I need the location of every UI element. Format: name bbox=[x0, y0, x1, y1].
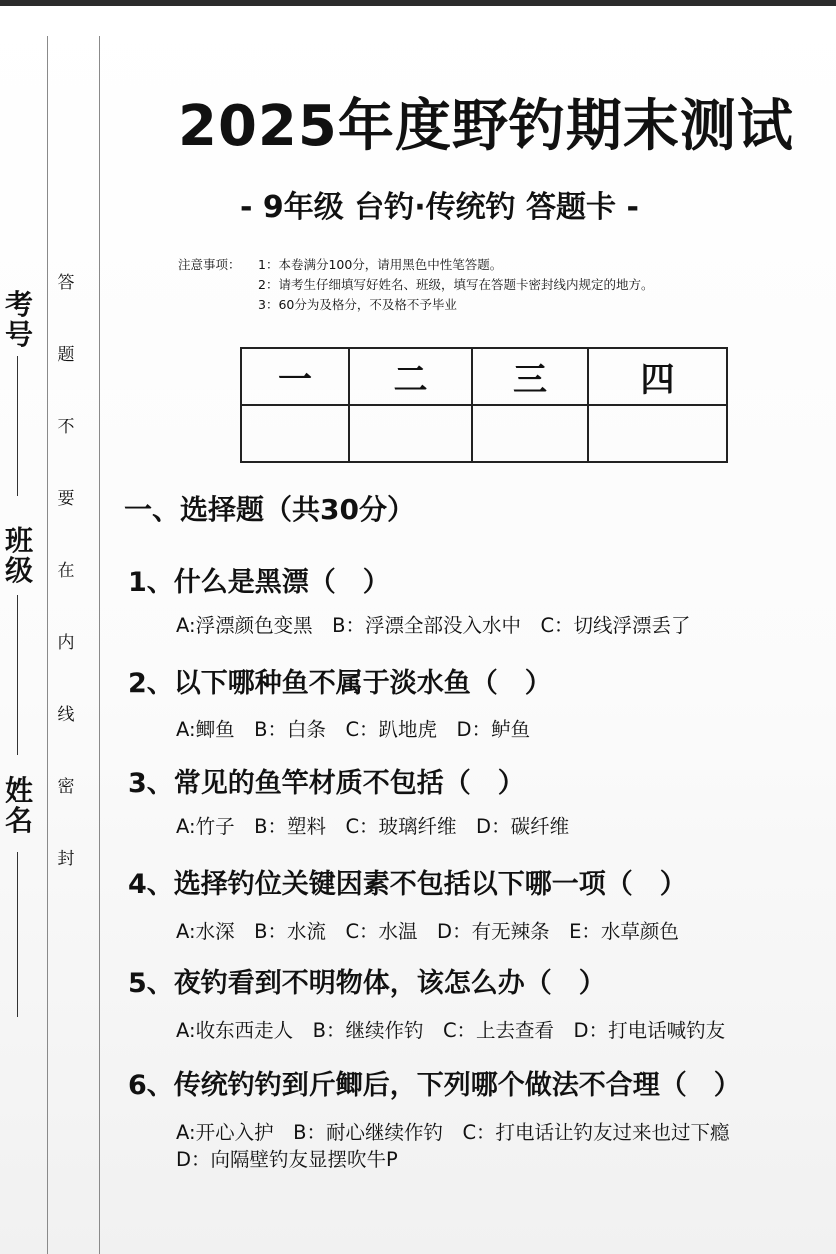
score-header: 三 bbox=[472, 348, 588, 405]
seal-char: 题 bbox=[57, 345, 75, 365]
seal-char: 答 bbox=[57, 273, 75, 293]
question-3-options: A:竹子 B：塑料 C：玻璃纤维 D：碳纤维 bbox=[176, 815, 570, 838]
score-header: 二 bbox=[349, 348, 472, 405]
question-2-options: A:鲫鱼 B：白条 C：趴地虎 D：鲈鱼 bbox=[176, 718, 531, 741]
top-edge-bar bbox=[0, 0, 836, 6]
field-exam-number-label: 考号 bbox=[4, 288, 33, 351]
score-table bbox=[240, 347, 728, 463]
note-line: 2：请考生仔细填写好姓名、班级，填写在答题卡密封线内规定的地方。 bbox=[258, 277, 654, 292]
question-4-options: A:水深 B：水流 C：水温 D：有无辣条 E：水草颜色 bbox=[176, 920, 679, 943]
notes-label: 注意事项： bbox=[178, 257, 241, 272]
seal-char: 线 bbox=[57, 705, 75, 725]
note-line: 3：60分为及格分，不及格不予毕业 bbox=[258, 297, 457, 312]
question-1: 1、什么是黑漂（ ） bbox=[128, 567, 390, 598]
seal-char: 在 bbox=[57, 561, 75, 581]
seal-char: 内 bbox=[57, 633, 75, 653]
question-5: 5、夜钓看到不明物体，该怎么办（ ） bbox=[128, 968, 606, 999]
question-3: 3、常见的鱼竿材质不包括（ ） bbox=[128, 768, 525, 799]
score-cell[interactable] bbox=[472, 405, 588, 462]
seal-char: 封 bbox=[57, 849, 75, 869]
seal-line-left bbox=[47, 36, 48, 1254]
section-title: 一、选择题（共30分） bbox=[124, 493, 415, 526]
field-class-line bbox=[17, 595, 18, 755]
score-header: 四 bbox=[588, 348, 727, 405]
page-subtitle: - 9年级 台钓·传统钓 答题卡 - bbox=[240, 190, 639, 225]
seal-char: 要 bbox=[57, 489, 75, 509]
field-name-label: 姓名 bbox=[4, 774, 33, 837]
seal-char: 不 bbox=[57, 417, 75, 437]
seal-line-right bbox=[99, 36, 100, 1254]
page-title: 2025年度野钓期末测试 bbox=[178, 94, 794, 159]
question-2: 2、以下哪种鱼不属于淡水鱼（ ） bbox=[128, 668, 552, 699]
field-name-line bbox=[17, 852, 18, 1017]
note-line: 1：本卷满分100分，请用黑色中性笔答题。 bbox=[258, 257, 503, 272]
score-cell[interactable] bbox=[349, 405, 472, 462]
score-cell[interactable] bbox=[588, 405, 727, 462]
seal-char: 密 bbox=[57, 777, 75, 797]
field-class-label: 班级 bbox=[4, 524, 33, 587]
question-1-options: A:浮漂颜色变黑 B：浮漂全部没入水中 C：切线浮漂丢了 bbox=[176, 614, 691, 637]
question-5-options: A:收东西走人 B：继续作钓 C：上去查看 D：打电话喊钓友 bbox=[176, 1019, 726, 1042]
seal-notice-column bbox=[52, 268, 80, 916]
question-6: 6、传统钓钓到斤鲫后，下列哪个做法不合理（ ） bbox=[128, 1070, 741, 1101]
score-header: 一 bbox=[241, 348, 349, 405]
question-4: 4、选择钓位关键因素不包括以下哪一项（ ） bbox=[128, 869, 687, 900]
question-6-options: A:开心入护 B：耐心继续作钓 C：打电话让钓友过来也过下瘾 bbox=[176, 1121, 730, 1144]
field-exam-number-line bbox=[17, 356, 18, 496]
question-6-options-line2: D：向隔壁钓友显摆吹牛P bbox=[176, 1148, 398, 1171]
score-cell[interactable] bbox=[241, 405, 349, 462]
exam-notes bbox=[178, 255, 653, 315]
